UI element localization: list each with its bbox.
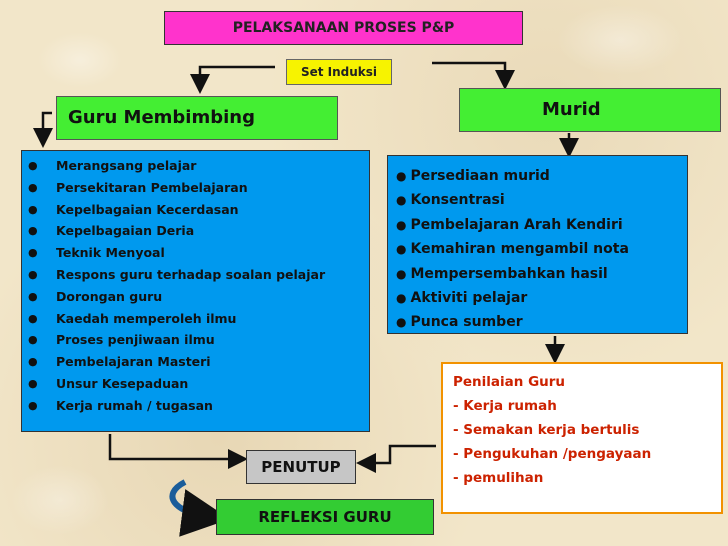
main-title: PELAKSANAAN PROSES P&P	[164, 11, 523, 45]
arrow-guru-to-list	[43, 113, 52, 138]
guru-list-item: ● Persekitaran Pembelajaran	[22, 177, 369, 199]
guru-list-item: ● Proses penjiwaan ilmu	[22, 329, 369, 351]
guru-list-item: ● Kerja rumah / tugasan	[22, 395, 369, 417]
bullet-icon: ●	[28, 355, 38, 369]
bullet-icon: ●	[28, 202, 38, 216]
guru-list-item: ● Pembelajaran Masteri	[22, 351, 369, 373]
bullet-icon: ●	[396, 193, 407, 208]
guru-membimbing-header: Guru Membimbing	[56, 96, 338, 140]
murid-list-item: ● Pembelajaran Arah Kendiri	[396, 216, 623, 233]
guru-list-box	[21, 150, 370, 432]
set-induksi-box: Set Induksi	[286, 59, 392, 85]
murid-list-item: ● Persediaan murid	[396, 168, 550, 184]
bullet-icon: ●	[28, 311, 38, 325]
murid-list-item: ● Punca sumber	[396, 314, 523, 331]
arrow-title-to-murid	[432, 63, 505, 80]
guru-list-item: ● Kaedah memperoleh ilmu	[22, 308, 369, 330]
penilaian-item: - pemulihan	[453, 470, 544, 486]
guru-list-item: ● Kepelbagaian Deria	[22, 220, 369, 242]
murid-list-item: ● Konsentrasi	[396, 192, 505, 209]
guru-list-item: ● Kepelbagaian Kecerdasan	[22, 199, 369, 221]
penilaian-title: Penilaian Guru	[453, 374, 566, 390]
bullet-icon: ●	[396, 290, 407, 305]
arrow-penutup-to-refleksi	[172, 482, 206, 516]
guru-list-item: ● Merangsang pelajar	[22, 155, 369, 177]
guru-list-item: ● Respons guru terhadap soalan pelajar	[22, 264, 369, 286]
bullet-icon: ●	[28, 267, 38, 281]
bullet-icon: ●	[396, 242, 407, 257]
bullet-icon: ●	[28, 333, 38, 347]
penilaian-guru-box	[441, 362, 723, 514]
arrow-penilaian-to-penutup	[366, 446, 436, 463]
penilaian-item: - Semakan kerja bertulis	[453, 422, 640, 438]
murid-list-box	[387, 155, 688, 334]
bullet-icon: ●	[396, 217, 407, 232]
bullet-icon: ●	[28, 180, 38, 194]
guru-list-item: ● Teknik Menyoal	[22, 242, 369, 264]
penilaian-item: - Kerja rumah	[453, 398, 557, 414]
murid-list-item: ● Kemahiran mengambil nota	[396, 241, 629, 258]
bullet-icon: ●	[28, 159, 38, 172]
bullet-icon: ●	[396, 266, 407, 281]
bullet-icon: ●	[396, 169, 407, 183]
bullet-icon: ●	[28, 289, 38, 303]
murid-list-item: ● Mempersembahkan hasil	[396, 265, 608, 282]
bullet-icon: ●	[28, 376, 38, 390]
bullet-icon: ●	[396, 315, 407, 330]
penilaian-item: - Pengukuhan /pengayaan	[453, 446, 652, 462]
guru-list-item: ● Unsur Kesepaduan	[22, 373, 369, 395]
arrow-title-to-guru	[200, 67, 275, 84]
arrow-guru-to-penutup	[110, 434, 238, 459]
murid-list-item: ● Aktiviti pelajar	[396, 289, 528, 306]
bullet-icon: ●	[28, 398, 38, 412]
murid-header: Murid	[459, 88, 721, 132]
bullet-icon: ●	[28, 246, 38, 260]
bullet-icon: ●	[28, 224, 38, 238]
guru-list-item: ● Dorongan guru	[22, 286, 369, 308]
penutup-box: PENUTUP	[246, 450, 356, 484]
refleksi-guru-box: REFLEKSI GURU	[216, 499, 434, 535]
